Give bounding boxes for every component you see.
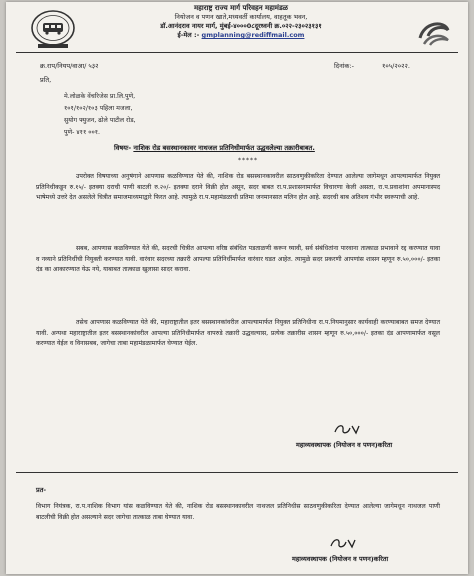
footer-divider	[16, 472, 458, 473]
recipient-line: १०१/१०२/१०३ पहिला मजला,	[64, 105, 133, 112]
email-label: ई-मेल :-	[177, 31, 200, 39]
copy-signatory-title: महाव्यवस्थापक (नियोजन व पणन)करिता	[292, 555, 389, 563]
body-paragraph-2: सबब, आपणास कळविण्यात येते की, सदरची चित्रीत आपल्या वरिष्ठ संबंधित पडताळणी करून घ्यावी, सर्व संबंधितांना पारवाना तात्काळ प्रभावाने रद्द करण्यात यावा व नव्याने प्रतिनिधींची नियुक्ती करण्यात यावी. वारंवार सदरच्या तक्रारी आपल्या प्रतिनिधींमार्फत वारंवार घडत आहेत. त्यामुळे सदर प्रकरणी आपणांस शासन म्हणून रु.५०,०००/- इतका दंड का आकारण्यात येऊ नये, याबाबत तात्काळ खुलासा सादर करावा.	[36, 245, 440, 274]
email-line	[96, 31, 386, 40]
address-line: डॉ.आनंदराव नायर मार्ग, मुंबई-४०००0८दूरध्वनी क्र.०२२-२३०२३१३१	[160, 22, 322, 30]
subject-label: विषयः-	[114, 144, 132, 152]
date-value: १०५/२०२२.	[382, 62, 410, 70]
subject-text: नाशिक रोड बसस्थानकावर नाथजल प्रतिनिधीमार्फत उद्धवलेल्या तक्रारीबाबत.	[133, 144, 315, 152]
dept-line: नियोजन व पणन खाते,मध्यवर्ती कार्यालय, वाहतूक भवन,	[174, 13, 308, 21]
date-field	[334, 62, 410, 71]
org-name: महाराष्ट्र राज्य मार्ग परिवहन महामंडळ	[193, 4, 289, 12]
recipient-line: सुयोग फ्युजन, ढोले पाटील रोड,	[64, 117, 136, 124]
reference-number: क्र.राप/नियप/वाआ/ ५३२	[40, 62, 99, 70]
body-paragraph-3: तसेच आपणास कळविण्यात येते की, महाराष्ट्रातील इतर बसस्थानकांवरील आपल्यामार्फत नियुक्त प्रतिनिधीना रा.प.नियमानुसार कार्यवाही करण्याबाबत समज देण्यात यावी. अन्यथा महाराष्ट्रातील इतर बसस्थानकांवरील आपल्या प्रतिनिधीमार्फत वापरुडे तक्रारी उद्धवल्यास, प्रत्येक तक्रारीस शासन म्हणून रु.५०,०००/- इतका दंड आपणामार्फत वसूल करण्यात येईल व विनासबब, जागेचा ताबा महामंडळामार्फत घेण्यात येईल.	[36, 319, 440, 348]
recipient-line: मे.लोळके वेंचरिजेस प्रा.लि.पुणे,	[64, 93, 136, 100]
copy-label: प्रत-	[36, 486, 47, 494]
msrtc-emblem-logo	[28, 8, 78, 50]
signatory-title: महाव्यवस्थापक (नियोजन व पणन)करिता	[296, 441, 393, 449]
copy-paragraph: विभाग नियंत्रक, रा.प.नाशिक विभाग यांस कळविण्यात येते की, नाशिक रोड बसस्थानकावरील नाथजल प्रतिनिधीस साठवणुकीकरिता देण्यात आलेल्या जागेमधून नाथजल पाणी बाटलीची विक्री होत असल्याने सदर जागेचा तात्काळ ताबा घेण्यात यावा.	[36, 503, 440, 521]
signature-mark	[328, 536, 358, 550]
separator-stars: *****	[238, 157, 258, 164]
header-divider	[16, 52, 458, 53]
to-label: प्रति,	[40, 76, 52, 84]
letter-page	[6, 2, 468, 574]
body-paragraph-1: उपरोक्त विषयाच्या अनुषंगाने आपणास कळविण्यात येते की, नाशिक रोड बसस्थानकावरील साठवणुकीकरिता देण्यात आलेल्या जागेमधून आपल्यामार्फत नियुक्त प्रतिनिधीकडून रु.१५/- इतक्या दराची पाणी बाटली रु.२०/- इतक्या दराने विक्री होत असून, सदर बाबत रा.प.प्रशासनामार्फत विचारणा केली असता, रा.प.प्रवाशांना अपमानास्पद भाषेमध्ये उत्तरे देत असलेले चित्रीत समाजमाध्यमाद्वारे फिरत आहे. त्यामुळे रा.प.महामंडळाची प्रतिमा जनमानसात मलिन होत आहे. सदरची बाब अतिशय गंभीर स्वरूपाची आहे.	[36, 173, 440, 202]
subject-line	[114, 144, 315, 153]
email-link[interactable]: gmplanning@rediffmail.com	[201, 31, 305, 39]
signature-mark	[332, 422, 362, 436]
date-label: दिनांक:-	[334, 62, 354, 70]
swirl-logo	[414, 12, 454, 52]
recipient-line: पुणे- ४११ ००१.	[64, 129, 101, 136]
